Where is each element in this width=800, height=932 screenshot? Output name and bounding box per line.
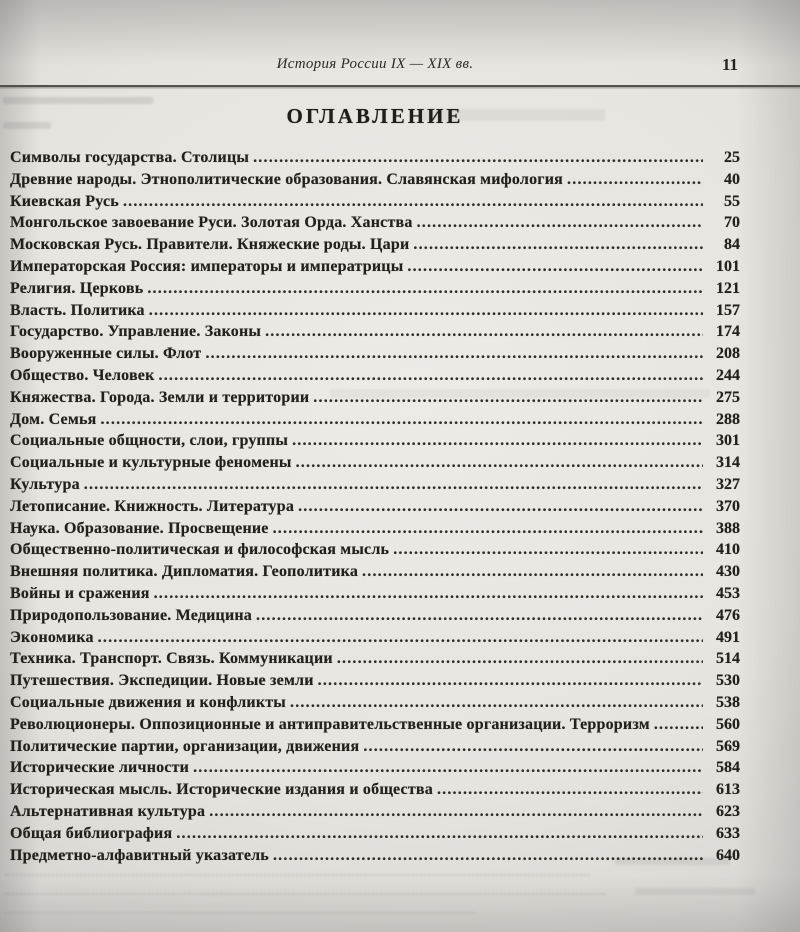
toc-entry-label: Социальные и культурные феномены xyxy=(10,454,292,472)
toc-entry-label: Государство. Управление. Законы xyxy=(10,323,262,341)
toc-entry-page: 569 xyxy=(716,737,740,755)
toc-entry xyxy=(10,781,740,803)
toc-entry xyxy=(10,694,740,716)
toc-entry xyxy=(10,432,740,454)
toc-entry xyxy=(10,520,740,542)
toc-entry-page: 314 xyxy=(716,454,740,472)
toc-entry-page: 275 xyxy=(716,388,740,406)
dot-leader xyxy=(567,171,703,189)
toc-entry-page: 530 xyxy=(716,672,740,690)
toc-entry-page: 70 xyxy=(724,214,740,232)
toc-entry-page: 514 xyxy=(716,650,740,668)
toc-entry-label: Войны и сражения xyxy=(10,584,150,602)
dot-leader xyxy=(292,432,703,450)
toc-entry-label: Наука. Образование. Просвещение xyxy=(10,519,269,537)
toc-entry-label: Природопользование. Медицина xyxy=(10,606,253,624)
toc-entry-page: 640 xyxy=(716,846,740,864)
toc-entry-page: 584 xyxy=(716,759,740,777)
dot-leader xyxy=(98,629,703,647)
toc-entry-page: 121 xyxy=(716,279,740,297)
toc-entry-page: 633 xyxy=(716,824,740,842)
dot-leader xyxy=(123,193,703,211)
toc-entry-label: Путешествия. Экспедиции. Новые земли xyxy=(10,672,314,690)
toc-entry xyxy=(10,171,740,193)
toc-entry xyxy=(10,585,740,607)
dot-leader xyxy=(154,585,703,603)
dot-leader xyxy=(84,476,703,494)
toc-entry-page: 157 xyxy=(716,301,740,319)
dot-leader xyxy=(362,563,703,581)
toc-entry xyxy=(10,738,740,760)
toc-entry-label: Общество. Человек xyxy=(10,366,155,384)
dot-leader xyxy=(393,541,703,559)
page-number: 11 xyxy=(721,55,738,74)
toc-entry xyxy=(10,629,740,651)
toc-entry-label: Политические партии, организации, движения xyxy=(10,737,360,755)
toc-entry xyxy=(10,803,740,825)
toc-entry xyxy=(10,847,740,869)
toc-entry xyxy=(10,672,740,694)
toc-entry-page: 560 xyxy=(716,715,740,733)
toc-entry-label: Альтернативная культура xyxy=(10,802,206,820)
dot-leader xyxy=(313,389,703,407)
toc-entry-page: 476 xyxy=(716,606,740,624)
toc-entry xyxy=(10,650,740,672)
toc-entry xyxy=(10,258,740,280)
dot-leader xyxy=(253,149,703,167)
toc-entry-label: Московская Русь. Правители. Княжеские роды. Цари xyxy=(10,236,410,254)
toc-entry-label: Монгольское завоевание Руси. Золотая Орда. Ханства xyxy=(10,214,413,232)
toc-entry xyxy=(10,563,740,585)
dot-leader xyxy=(149,302,703,320)
dot-leader xyxy=(407,258,703,276)
header-rule xyxy=(0,85,800,87)
running-title: История России IX — XIX вв. xyxy=(276,56,474,72)
toc-entry-label: Общественно-политическая и философская мысль xyxy=(10,541,390,559)
toc-entry-page: 55 xyxy=(724,192,740,210)
toc-entry-page: 84 xyxy=(724,236,740,254)
toc-entry xyxy=(10,454,740,476)
toc-entry-page: 25 xyxy=(724,149,740,166)
toc-entry-page: 40 xyxy=(724,170,740,188)
dot-leader xyxy=(273,847,703,865)
toc-entry-label: Княжества. Города. Земли и территории xyxy=(10,388,310,406)
dot-leader xyxy=(296,454,703,472)
toc-entry-page: 538 xyxy=(716,693,740,711)
toc-entry-page: 327 xyxy=(716,475,740,493)
toc-entry xyxy=(10,345,740,367)
toc-entry-page: 491 xyxy=(716,628,740,646)
toc-entry-label: Предметно-алфавитный указатель xyxy=(10,846,269,864)
toc-entry xyxy=(10,193,740,215)
dot-leader xyxy=(205,345,703,363)
toc-entry-page: 410 xyxy=(716,541,740,559)
toc-entry-label: Символы государства. Столицы xyxy=(10,149,250,166)
toc-entry-page: 370 xyxy=(716,497,740,515)
toc-entry xyxy=(10,323,740,345)
dot-leader xyxy=(265,323,703,341)
toc-entry xyxy=(10,759,740,781)
page-title: ОГЛАВЛЕНИЕ xyxy=(286,104,464,128)
toc-entry xyxy=(10,214,740,236)
toc-entry-page: 453 xyxy=(716,584,740,602)
dot-leader xyxy=(654,716,703,734)
toc-entry xyxy=(10,825,740,847)
toc-entry xyxy=(10,476,740,498)
dot-leader xyxy=(256,607,703,625)
toc-entry-label: Вооруженные силы. Флот xyxy=(10,345,202,363)
dot-leader xyxy=(417,214,703,232)
toc-entry-label: Общая библиография xyxy=(10,824,173,842)
toc-entry-label: Техника. Транспорт. Связь. Коммуникации xyxy=(10,650,333,668)
page-header xyxy=(10,0,740,84)
toc-entry-label: Религия. Церковь xyxy=(10,279,144,297)
toc-entry-page: 430 xyxy=(716,563,740,581)
bleedthrough-artifact xyxy=(5,893,605,895)
toc-entry-page: 613 xyxy=(716,781,740,799)
toc-entry-label: Внешняя политика. Дипломатия. Геополитика xyxy=(10,563,359,581)
dot-leader xyxy=(298,498,703,516)
toc-entry xyxy=(10,607,740,629)
toc-entry xyxy=(10,716,740,738)
toc-entry-label: Экономика xyxy=(10,628,94,646)
dot-leader xyxy=(100,411,703,429)
toc-entry-label: Древние народы. Этнополитические образования. Славянская мифология xyxy=(10,170,564,188)
toc-entry xyxy=(10,389,740,411)
toc-entry-page: 388 xyxy=(716,519,740,537)
bleedthrough-artifact xyxy=(3,97,153,104)
toc-entry-label: Социальные движения и конфликты xyxy=(10,693,287,711)
toc-entry-label: Дом. Семья xyxy=(10,410,97,428)
dot-leader xyxy=(437,781,703,799)
toc-entry xyxy=(10,541,740,563)
toc-entry-label: Императорская Россия: императоры и императрицы xyxy=(10,257,404,275)
dot-leader xyxy=(413,236,703,254)
toc-entry-label: Историческая мысль. Исторические издания и общества xyxy=(10,781,433,799)
toc-entry-page: 101 xyxy=(716,257,740,275)
dot-leader xyxy=(209,803,703,821)
dot-leader xyxy=(290,694,703,712)
dot-leader xyxy=(318,672,703,690)
toc-entry xyxy=(10,411,740,433)
toc-entry-label: Революционеры. Оппозиционные и антиправительственные организации. Терроризм xyxy=(10,715,650,733)
toc-entry xyxy=(10,498,740,520)
toc-entry-label: Социальные общности, слои, группы xyxy=(10,432,289,450)
dot-leader xyxy=(147,280,703,298)
toc-entry-label: Исторические личности xyxy=(10,759,190,777)
dot-leader xyxy=(193,759,703,777)
dot-leader xyxy=(176,825,703,843)
toc-entry-page: 174 xyxy=(716,323,740,341)
toc-entry-page: 301 xyxy=(716,432,740,450)
bleedthrough-artifact xyxy=(5,874,590,876)
toc-entry-page: 623 xyxy=(716,802,740,820)
dot-leader xyxy=(273,520,703,538)
bleedthrough-artifact xyxy=(635,888,755,895)
toc-entry-label: Культура xyxy=(10,475,80,493)
toc-list xyxy=(10,149,740,868)
toc-entry-page: 208 xyxy=(716,345,740,363)
toc-entry-label: Летописание. Книжность. Литература xyxy=(10,497,295,515)
toc-entry-label: Власть. Политика xyxy=(10,301,145,319)
toc-entry xyxy=(10,280,740,302)
bleedthrough-artifact xyxy=(5,912,475,914)
toc-entry-page: 288 xyxy=(716,410,740,428)
toc-entry xyxy=(10,149,740,171)
dot-leader xyxy=(337,650,703,668)
toc-entry xyxy=(10,236,740,258)
toc-entry xyxy=(10,367,740,389)
toc-entry-label: Киевская Русь xyxy=(10,192,119,210)
dot-leader xyxy=(363,738,703,756)
toc-entry-page: 244 xyxy=(716,366,740,384)
toc-entry xyxy=(10,302,740,324)
dot-leader xyxy=(159,367,703,385)
